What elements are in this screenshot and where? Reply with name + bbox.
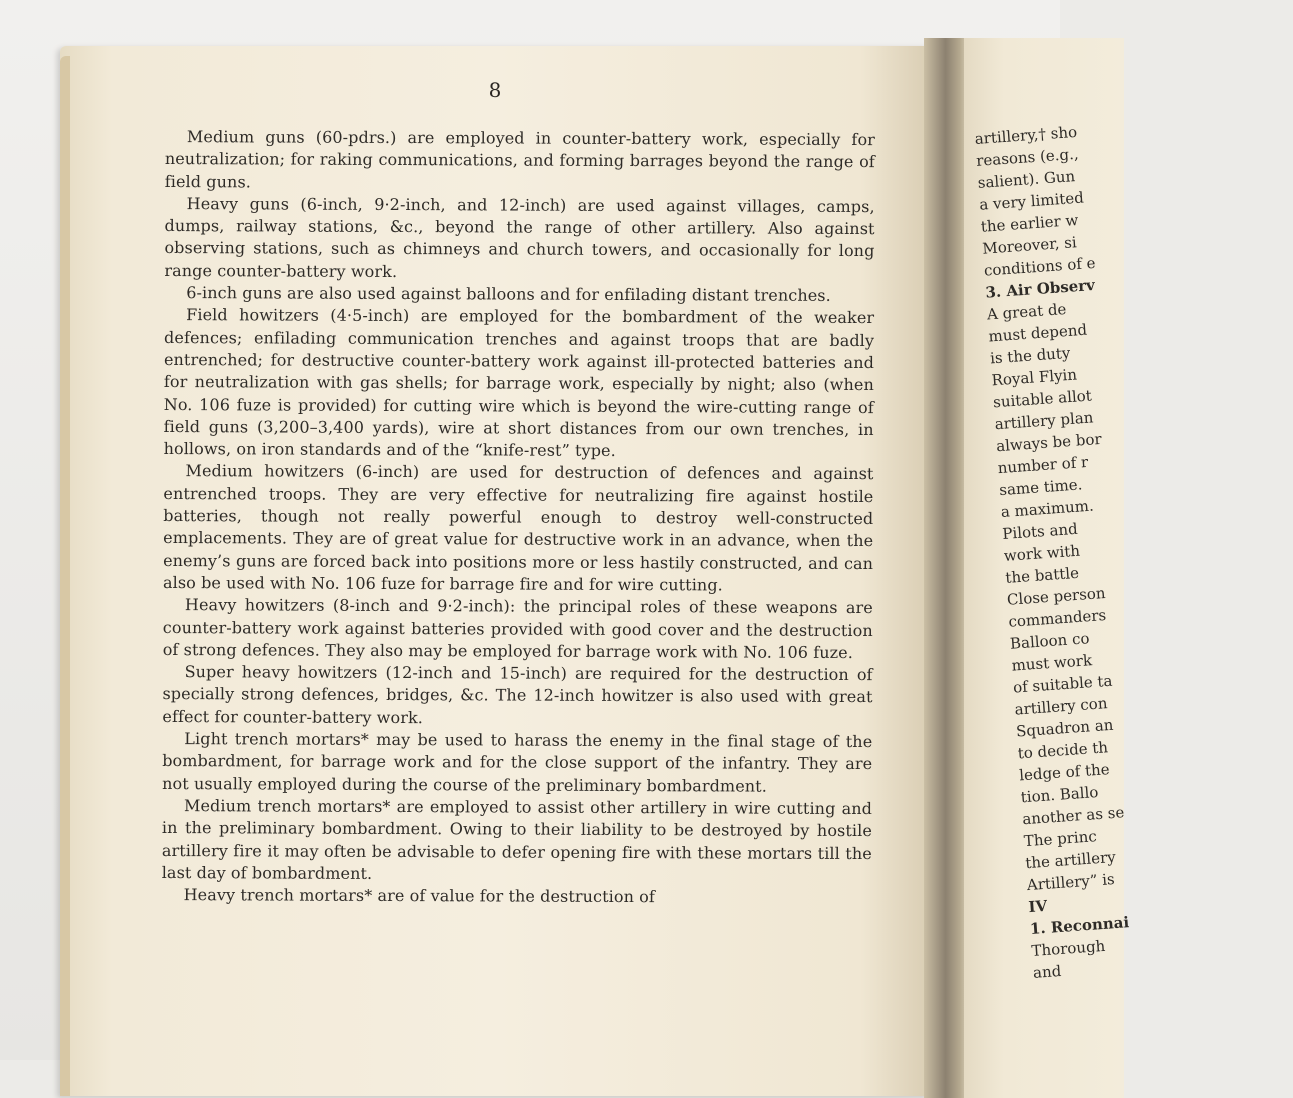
right-line: must depend xyxy=(987,320,1088,346)
right-line: Squadron an xyxy=(1015,715,1114,741)
open-book xyxy=(52,38,1130,1098)
right-line: reasons (e.g., xyxy=(975,144,1080,170)
right-line: The princ xyxy=(1023,827,1098,851)
right-line: artillery,† sho xyxy=(974,122,1078,148)
right-line: the battle xyxy=(1004,563,1080,587)
left-page-text xyxy=(162,126,875,909)
right-line: suitable allot xyxy=(992,386,1093,412)
right-line: Close person xyxy=(1006,583,1107,609)
section-heading-reconnaissance: 1. Reconnai xyxy=(1029,913,1130,939)
right-line: another as se xyxy=(1021,803,1125,829)
right-line: Pilots and xyxy=(1001,519,1079,543)
right-line: Royal Flyin xyxy=(991,365,1078,390)
right-line: tion. Ballo xyxy=(1020,782,1099,807)
right-line: is the duty xyxy=(989,343,1071,368)
left-page xyxy=(60,46,930,1096)
right-line: A great de xyxy=(986,300,1067,324)
right-line: the artillery xyxy=(1024,847,1117,873)
right-line: commanders xyxy=(1007,605,1107,631)
right-page xyxy=(964,38,1130,1098)
right-line: number of r xyxy=(997,452,1089,478)
page-number: 8 xyxy=(488,78,502,102)
right-line: to decide th xyxy=(1017,738,1109,763)
right-line: Balloon co xyxy=(1009,629,1090,653)
paragraph-medium-guns: Medium guns (60-pdrs.) are employed in counter-battery work, especially for neutralization; for raking communications, and forming barrages beyond the range of field guns. xyxy=(164,127,875,191)
right-line: work with xyxy=(1003,541,1081,565)
right-line: conditions of e xyxy=(983,253,1097,280)
right-line: same time. xyxy=(998,475,1083,500)
section-heading-roman-numeral: IV xyxy=(1027,896,1048,917)
paragraph-heavy-trench-mortars: Heavy trench mortars* are of value for the destruction of xyxy=(183,885,655,907)
paragraph-six-inch-guns: 6-inch guns are also used against balloons and for enfilading distant trenches. xyxy=(186,283,831,305)
right-line: and xyxy=(1032,961,1062,982)
paragraph-light-trench-mortars: Light trench mortars* may be used to harass the enemy in the final stage of the bombardment, for barrage work and for the close support of the infantry. They are not usually employed during the course of the preliminary bombardment. xyxy=(162,729,873,796)
right-line: artillery con xyxy=(1014,694,1108,719)
right-page-text xyxy=(974,110,1293,984)
right-line: a maximum. xyxy=(1000,496,1095,522)
right-line: always be bor xyxy=(995,429,1103,456)
paragraph-heavy-guns: Heavy guns (6-inch, 9·2-inch, and 12-inch) are used against villages, camps, dumps, railway stations, &c., beyond the range of other artillery. Also against observing stations, such as chimneys and church towers, and occasionally for long range counter-battery work. xyxy=(164,193,875,281)
right-line: must work xyxy=(1010,651,1093,675)
right-line: Artillery” is xyxy=(1026,870,1116,895)
right-line: ledge of the xyxy=(1018,760,1111,785)
paragraph-medium-howitzers: Medium howitzers (6-inch) are used for destruction of defences and against entrenched troops. They are very effective for neutralizing fire against hostile batteries, though not really powerful enough to destroy well-constructed emplacements. They are of great value for destructive work in an advance, when the enemy’s guns are forced back into positions more or less hastily constructed, and can also be used with No. 106 fuze for barrage fire and for wire cutting. xyxy=(162,461,874,595)
right-line: Moreover, si xyxy=(981,233,1078,258)
right-line: artillery plan xyxy=(994,408,1094,434)
paragraph-super-heavy-howitzers: Super heavy howitzers (12-inch and 15-inch) are required for the destruction of specially strong defences, bridges, &c. The 12-inch howitzer is also used with great effect for counter-battery work. xyxy=(162,662,873,727)
right-line: a very limited xyxy=(978,188,1085,214)
right-line: Thorough xyxy=(1030,936,1106,960)
page-edge xyxy=(60,56,70,1096)
section-heading-air-observation: 3. Air Observ xyxy=(984,275,1096,302)
paragraph-field-howitzers: Field howitzers (4·5-inch) are employed for the bombardment of the weaker defences; enfilading communication trenches and against troops that are badly entrenched; for destructive counter-battery work against ill-protected batteries and for neutralization with gas shells; for barrage work, especially by night; also (when No. 106 fuze is provided) for cutting wire which is beyond the wire-cutting range of field guns (3,200–3,400 yards), wire at short distances from our own trenches, in hollows, on iron standards and of the “knife-rest” type. xyxy=(163,305,875,461)
paragraph-heavy-howitzers: Heavy howitzers (8-inch and 9·2-inch): the principal roles of these weapons are counter-battery work against batteries provided with good cover and the destruction of strong defences. They also may be employed for barrage work with No. 106 fuze. xyxy=(162,595,873,662)
right-line: of suitable ta xyxy=(1012,671,1114,697)
right-line: salient). Gun xyxy=(977,167,1076,192)
paragraph-medium-trench-mortars: Medium trench mortars* are employed to assist other artillery in wire cutting and in the preliminary bombardment. Owing to their liability to be destroyed by hostile artillery fire it may often be advisable to defer opening fire with these mortars till the last day of bombardment. xyxy=(161,795,873,883)
right-line: the earlier w xyxy=(980,210,1079,236)
